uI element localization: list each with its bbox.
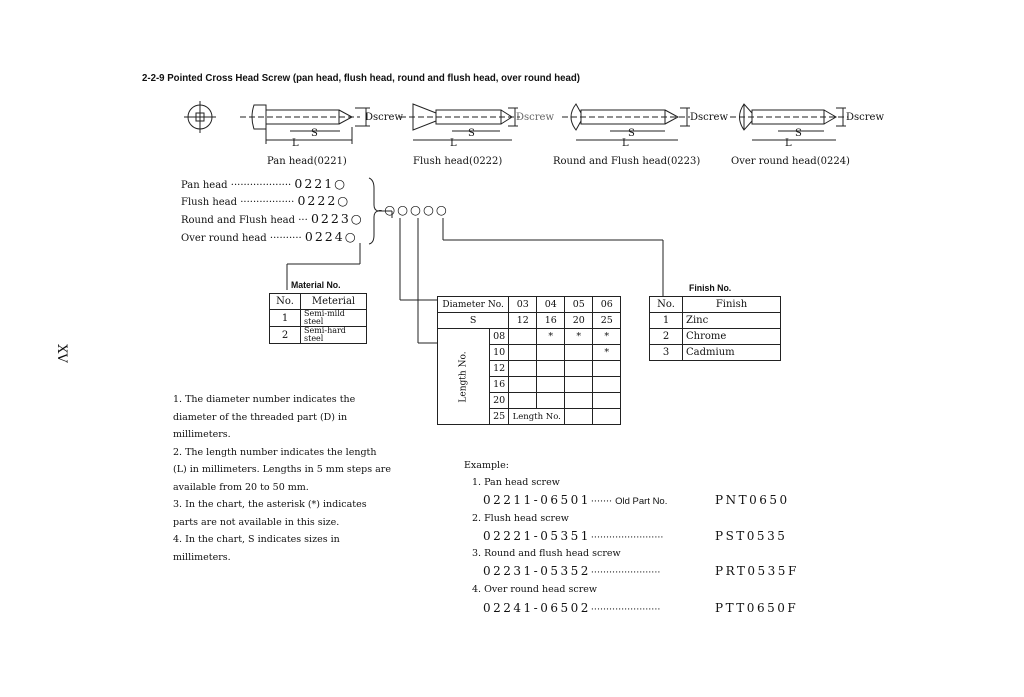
flush-head-caption: Flush head(0222) — [413, 156, 503, 167]
flush-d-label: Dscrew — [516, 112, 555, 123]
material-table — [269, 293, 367, 344]
table-cell: Semi-mild steel — [301, 310, 367, 327]
table-cell: 16 — [490, 377, 509, 393]
code-row-label: Round and Flush head — [181, 215, 296, 226]
table-header-cell: 05 — [565, 297, 593, 313]
example-code: 02241-06502 — [483, 601, 591, 615]
example-1-title: 1. Pan head screw — [472, 477, 560, 488]
example-code: 02211-06501 — [483, 493, 591, 507]
table-row — [650, 329, 781, 345]
table-cell — [509, 377, 537, 393]
example-1-line — [483, 493, 813, 509]
diameter-no-header: Diameter No. — [438, 297, 509, 313]
code-row-label: Pan head — [181, 180, 228, 191]
example-4-line — [483, 601, 813, 617]
example-code: 02221-05351 — [483, 529, 591, 543]
table-cell — [537, 345, 565, 361]
example-dots: ························ — [590, 532, 664, 543]
old-part-number: PRT0535F — [715, 564, 799, 578]
example-heading: Example: — [464, 460, 509, 471]
table-row — [650, 297, 781, 313]
code-row-value: 0221○ — [294, 176, 348, 191]
table-cell: 25 — [593, 313, 621, 329]
table-cell: * — [565, 329, 593, 345]
pan-head-drawing — [184, 101, 370, 144]
table-row — [270, 310, 367, 327]
round-flush-l-label: L — [622, 138, 629, 149]
table-row — [650, 313, 781, 329]
table-row — [438, 297, 621, 313]
length-no-footer: Length No. — [509, 409, 565, 425]
example-dots: ······················· — [590, 567, 661, 578]
code-suffix-value: -○○○○○ — [378, 202, 449, 217]
table-cell — [593, 393, 621, 409]
example-2-title: 2. Flush head screw — [472, 513, 569, 524]
example-dots: ······· — [590, 496, 613, 507]
table-cell: Cadmium — [683, 345, 781, 361]
diameter-length-table — [437, 296, 621, 425]
table-cell: Semi-hard steel — [301, 327, 367, 344]
table-cell: 25 — [490, 409, 509, 425]
s-label-cell: S — [438, 313, 509, 329]
round-flush-head-caption: Round and Flush head(0223) — [553, 156, 701, 167]
over-round-l-label: L — [785, 138, 792, 149]
table-header-cell: Meterial — [301, 294, 367, 310]
code-row-label: Flush head — [181, 197, 238, 208]
note-item: 1. The diameter number indicates the diameter of the threaded part (D) in millimeters. — [173, 394, 356, 440]
example-dots: ······················· — [590, 604, 661, 615]
notes-list — [173, 391, 393, 566]
finish-table — [649, 296, 781, 361]
table-cell: * — [593, 329, 621, 345]
table-cell: 2 — [650, 329, 683, 345]
code-row-value: 0224○ — [304, 229, 358, 244]
page-side-number: XV — [53, 344, 69, 363]
table-cell: 1 — [650, 313, 683, 329]
table-row — [650, 345, 781, 361]
table-cell — [537, 377, 565, 393]
code-row-flush — [181, 193, 350, 208]
table-cell — [509, 393, 537, 409]
pan-head-caption: Pan head(0221) — [267, 156, 347, 167]
table-cell — [593, 361, 621, 377]
code-suffix — [378, 202, 449, 217]
table-cell: * — [537, 329, 565, 345]
code-row-dots: ··················· — [230, 180, 292, 191]
table-row — [270, 294, 367, 310]
table-cell — [509, 345, 537, 361]
code-row-dots: ················· — [240, 197, 295, 208]
note-item: 4. In the chart, S indicates sizes in millimeters. — [173, 534, 340, 563]
code-row-round-flush — [181, 211, 364, 226]
code-row-label: Over round head — [181, 233, 267, 244]
code-row-dots: ··· — [298, 215, 308, 226]
code-row-value: 0222○ — [297, 193, 351, 208]
table-header-cell: No. — [650, 297, 683, 313]
flush-l-label: L — [450, 138, 457, 149]
round-flush-head-drawing — [562, 104, 690, 140]
table-cell — [537, 393, 565, 409]
table-cell — [565, 377, 593, 393]
material-heading: Material No. — [291, 280, 341, 291]
pan-s-label: S — [311, 128, 318, 139]
page-title: 2-2-9 Pointed Cross Head Screw (pan head, flush head, round and flush head, over round head) — [142, 72, 580, 84]
example-3-line — [483, 564, 813, 580]
table-cell: 1 — [270, 310, 301, 327]
table-cell — [537, 361, 565, 377]
example-2-line — [483, 529, 813, 545]
old-part-number: PST0535 — [715, 529, 788, 543]
length-no-label: Length No. — [458, 350, 469, 403]
code-row-over-round — [181, 229, 358, 244]
over-round-head-caption: Over round head(0224) — [731, 156, 850, 167]
table-cell — [593, 377, 621, 393]
pan-d-label: Dscrew — [365, 112, 404, 123]
round-flush-d-label: Dscrew — [690, 112, 729, 123]
over-round-d-label: Dscrew — [846, 112, 885, 123]
table-cell: 16 — [537, 313, 565, 329]
table-cell: Chrome — [683, 329, 781, 345]
length-no-label-cell — [438, 329, 490, 425]
table-row — [438, 329, 621, 345]
code-row-value: 0223○ — [310, 211, 364, 226]
table-cell — [509, 361, 537, 377]
table-header-cell: Finish — [683, 297, 781, 313]
round-flush-s-label: S — [628, 128, 635, 139]
old-part-number: PNT0650 — [715, 493, 790, 507]
table-cell: 12 — [509, 313, 537, 329]
table-cell: 10 — [490, 345, 509, 361]
table-cell: 3 — [650, 345, 683, 361]
table-cell: 20 — [565, 313, 593, 329]
flush-s-label: S — [468, 128, 475, 139]
table-header-cell: 03 — [509, 297, 537, 313]
note-item: 3. In the chart, the asterisk (*) indicates parts are not available in this size. — [173, 499, 367, 528]
old-part-number: PTT0650F — [715, 601, 799, 615]
over-round-head-drawing — [730, 104, 848, 140]
code-row-dots: ·········· — [269, 233, 302, 244]
table-cell — [565, 393, 593, 409]
table-cell: 08 — [490, 329, 509, 345]
table-cell: * — [593, 345, 621, 361]
table-cell — [565, 345, 593, 361]
table-cell — [509, 329, 537, 345]
table-row — [438, 313, 621, 329]
table-cell — [565, 361, 593, 377]
flush-head-drawing — [400, 104, 520, 140]
note-item: 2. The length number indicates the length (L) in millimeters. Lengths in 5 mm steps are available from 20 to 50 mm. — [173, 446, 391, 493]
table-header-cell: 04 — [537, 297, 565, 313]
finish-heading: Finish No. — [689, 283, 732, 294]
table-cell: 12 — [490, 361, 509, 377]
over-round-s-label: S — [795, 128, 802, 139]
table-header-cell: No. — [270, 294, 301, 310]
example-4-title: 4. Over round head screw — [472, 584, 598, 595]
example-3-title: 3. Round and flush head screw — [472, 548, 621, 559]
table-cell: Zinc — [683, 313, 781, 329]
table-row — [270, 327, 367, 344]
table-cell: 2 — [270, 327, 301, 344]
table-header-cell: 06 — [593, 297, 621, 313]
table-cell — [593, 409, 621, 425]
table-cell — [565, 409, 593, 425]
example-code: 02231-05352 — [483, 564, 591, 578]
old-part-label: Old Part No. — [615, 496, 668, 507]
table-cell: 20 — [490, 393, 509, 409]
code-row-pan — [181, 176, 347, 191]
pan-l-label: L — [292, 138, 299, 149]
